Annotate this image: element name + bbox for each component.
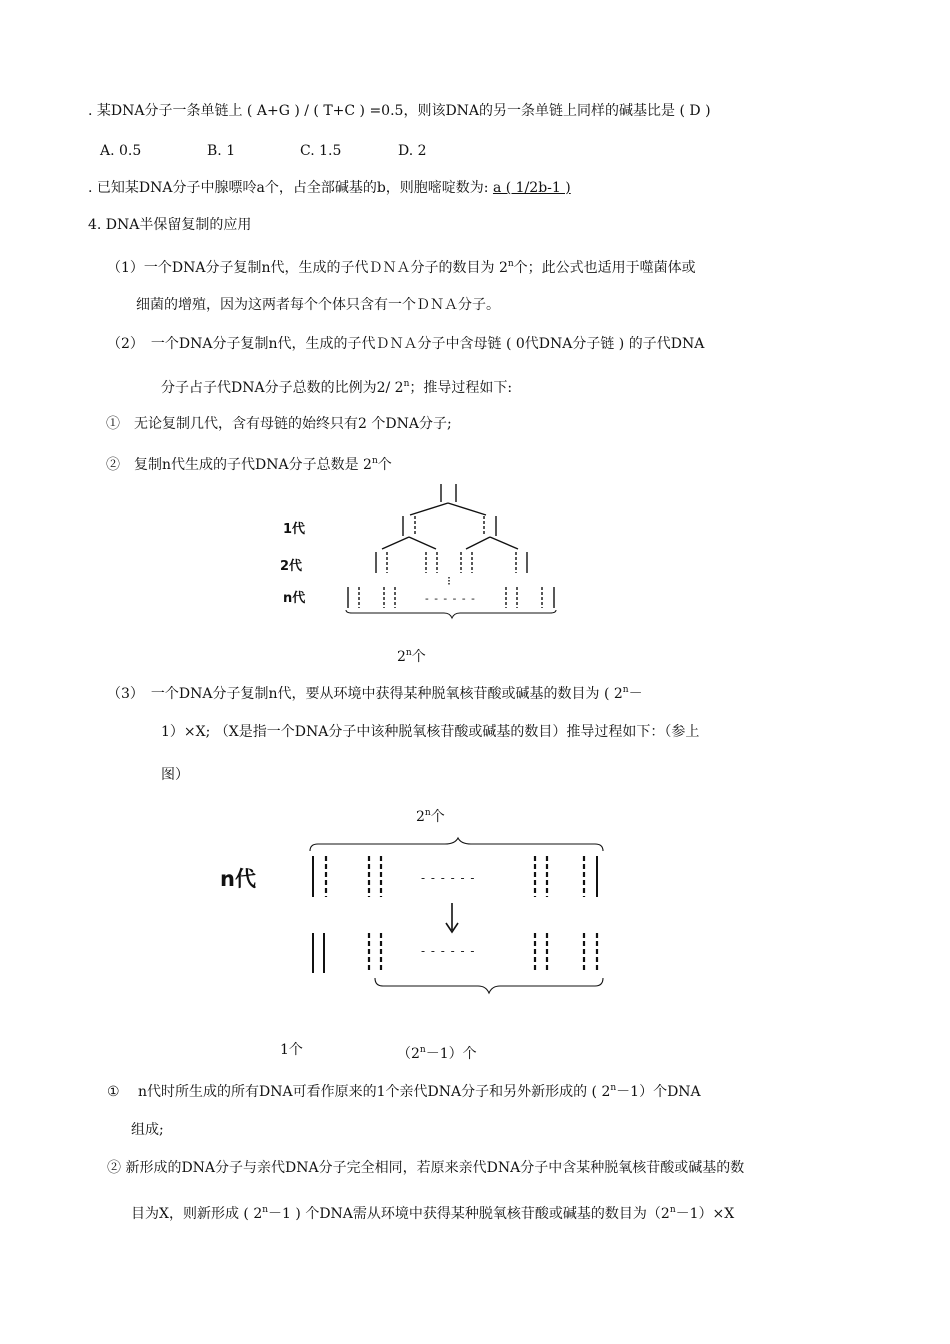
text: ① n代时所生成的所有DNA可看作原来的1个亲代DNA分子和另外新形成的 ( 2 — [107, 1084, 611, 1100]
option-a: A. 0.5 — [100, 143, 142, 159]
superscript: n — [610, 1083, 617, 1093]
paragraph-3-item-1-line-2: 组成; — [131, 1122, 164, 1138]
question-1: . 某DNA分子一条单链上 ( A+G ) / ( T+C ) =0.5，则该DNA的另一条单链上同样的碱基比是 ( D ) — [88, 103, 711, 119]
paragraph-2-item-1: ① 无论复制几代，含有母链的始终只有2 个DNA分子; — [106, 416, 452, 432]
text: －1）×X — [675, 1206, 735, 1222]
text: 个 — [430, 809, 445, 825]
option-d: D. 2 — [398, 143, 427, 159]
paragraph-3-line-2: 1）×X; （X是指一个DNA分子中该种脱氧核苷酸或碱基的数目）推导过程如下：（参上 — [161, 724, 700, 740]
figure-2-bottom-left: 1个 — [280, 1042, 303, 1058]
text: －1）个DNA — [616, 1084, 701, 1100]
superscript: n — [371, 456, 378, 466]
superscript: n — [669, 1205, 676, 1215]
figure-2-ellipsis-top: - - - - - - — [421, 871, 476, 885]
text: （1）一个DNA分子复制n代，生成的子代ＤＮＡ分子的数目为 2 — [107, 260, 508, 276]
section-heading: 4. DNA半保留复制的应用 — [88, 217, 252, 233]
figure-1-genn-label: n代 — [283, 591, 306, 606]
superscript: n — [262, 1205, 269, 1215]
question-2-text: . 已知某DNA分子中腺嘌呤a个，占全部碱基的b，则胞嘧啶数为: — [88, 180, 489, 196]
text: 个 — [377, 457, 392, 473]
superscript: n — [622, 685, 629, 695]
option-b: B. 1 — [207, 143, 236, 159]
text: ；推导过程如下: — [409, 380, 513, 396]
paragraph-3-item-2-line-2 — [131, 1200, 734, 1224]
paragraph-3-item-1-line-1 — [107, 1078, 701, 1102]
text: － — [628, 686, 643, 702]
text: 个 — [411, 649, 426, 665]
figure-2-bottom-right — [397, 1040, 477, 1064]
paragraph-2-line-1: （2） 一个DNA分子复制n代，生成的子代ＤＮＡ分子中含母链 ( 0代DNA分子链 ) 的子代DNA — [107, 336, 705, 352]
superscript: n — [424, 808, 431, 818]
figure-2-genn-label: n代 — [220, 867, 256, 891]
superscript: n — [403, 379, 410, 389]
text: －1）个 — [425, 1046, 477, 1062]
text: ② 复制n代生成的子代DNA分子总数是 2 — [106, 457, 372, 473]
superscript: n — [405, 648, 412, 658]
paragraph-3-line-3: 图） — [161, 767, 189, 783]
superscript: n — [507, 259, 514, 269]
figure-2-ellipsis-bottom: - - - - - - — [421, 944, 476, 958]
paragraph-1-line-2: 细菌的增殖，因为这两者每个个体只含有一个ＤＮＡ分子。 — [136, 297, 500, 313]
option-c: C. 1.5 — [300, 143, 342, 159]
text: 分子占子代DNA分子总数的比例为2/ 2 — [161, 380, 404, 396]
question-2-answer: a ( 1/2b-1 ) — [492, 180, 571, 196]
figure-1-gen2-label: 2代 — [280, 559, 303, 574]
text: 个；此公式也适用于噬菌体或 — [513, 260, 696, 276]
paragraph-3-item-2-line-1: ② 新形成的DNA分子与亲代DNA分子完全相同，若原来亲代DNA分子中含某种脱氧核苷酸或碱基的数 — [107, 1160, 745, 1176]
superscript: n — [419, 1045, 426, 1055]
text: （3） 一个DNA分子复制n代，要从环境中获得某种脱氧核苷酸或碱基的数目为 ( 2 — [107, 686, 623, 702]
figure-1-gen1-label: 1代 — [283, 522, 306, 537]
text: 2 — [416, 809, 425, 825]
text: 目为X，则新形成 ( 2 — [131, 1206, 263, 1222]
text: 2 — [397, 649, 406, 665]
text: －1 ) 个DNA需从环境中获得某种脱氧核苷酸或碱基的数目为（2 — [268, 1206, 670, 1222]
figure-1-ellipsis: - - - - - - — [425, 592, 476, 605]
text: （2 — [397, 1046, 420, 1062]
